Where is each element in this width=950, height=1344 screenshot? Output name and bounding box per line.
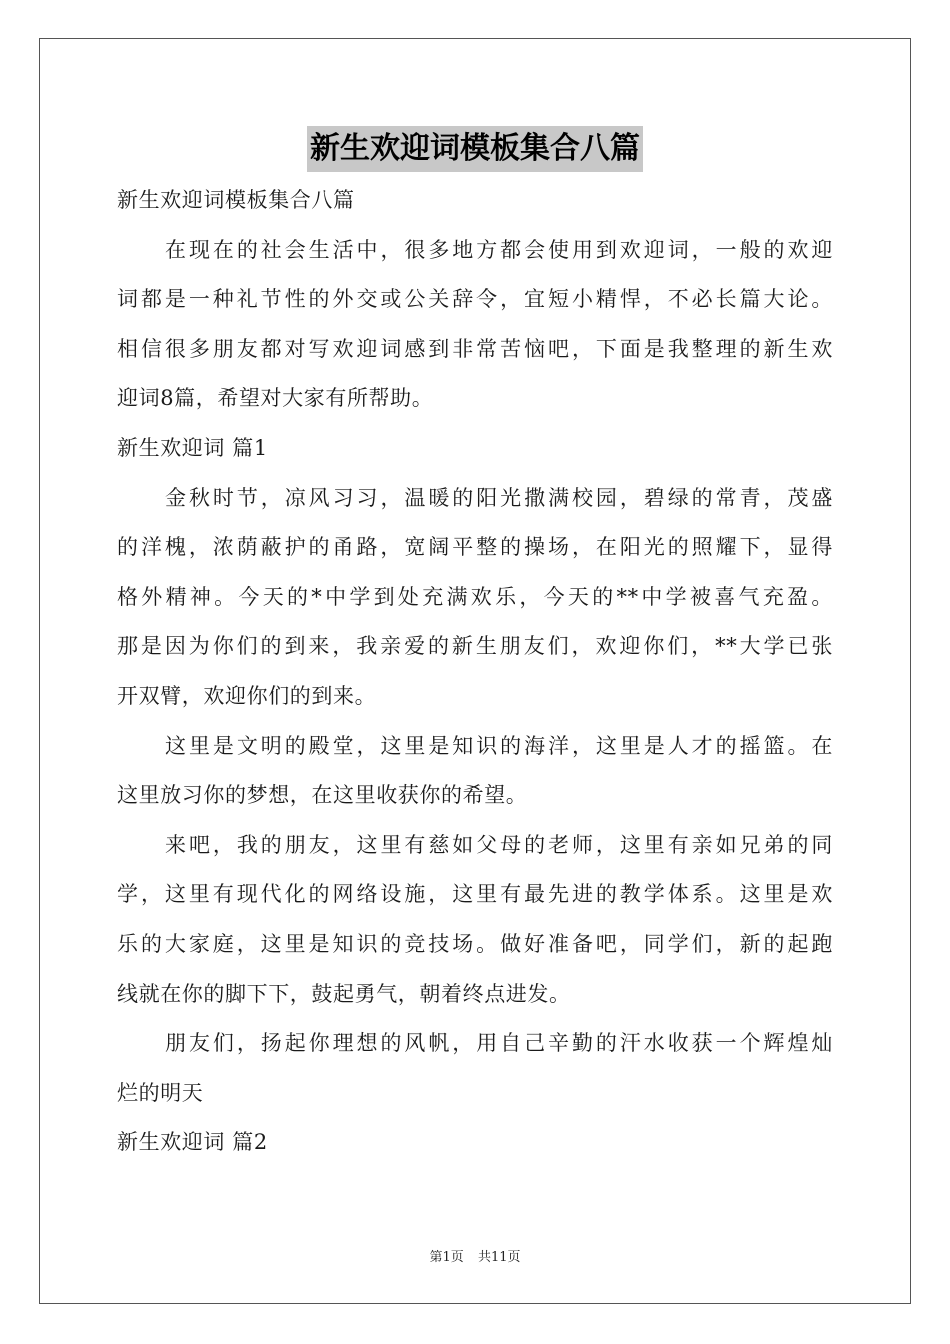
text-line: 朋友们，扬起你理想的风帆，用自己辛勤的汗水收获一个辉煌灿 bbox=[165, 1031, 833, 1056]
page-number: 第1页 bbox=[429, 1250, 464, 1265]
text-line: 这里是文明的殿堂，这里是知识的海洋，这里是人才的摇篮。在 bbox=[165, 733, 833, 758]
section-heading: 新生欢迎词模板集合八篇 bbox=[117, 188, 355, 212]
text-line: 乐的大家庭，这里是知识的竞技场。做好准备吧，同学们，新的起跑 bbox=[117, 931, 833, 956]
page-footer bbox=[0, 1246, 950, 1265]
text-line: 格外精神。今天的*中学到处充满欢乐，今天的**中学被喜气充盈。 bbox=[117, 584, 833, 609]
text-line: 的洋槐，浓荫蔽护的甬路，宽阔平整的操场，在阳光的照耀下，显得 bbox=[117, 535, 833, 560]
document-title: 新生欢迎词模板集合八篇 bbox=[307, 126, 643, 172]
text-line: 学，这里有现代化的网络设施，这里有最先进的教学体系。这里是欢 bbox=[117, 882, 833, 907]
text-line: 开双臂，欢迎你们的到来。 bbox=[117, 683, 377, 708]
text-line: 词都是一种礼节性的外交或公关辞令，宜短小精悍，不必长篇大论。 bbox=[117, 287, 833, 312]
text-line: 烂的明天 bbox=[117, 1080, 204, 1105]
document-body bbox=[117, 176, 833, 1168]
text-line: 迎词8篇，希望对大家有所帮助。 bbox=[117, 386, 434, 411]
section-heading: 新生欢迎词 篇2 bbox=[117, 1130, 268, 1155]
title-block bbox=[0, 126, 950, 172]
section-heading: 新生欢迎词 篇1 bbox=[117, 435, 268, 460]
page-total: 共11页 bbox=[477, 1250, 521, 1265]
text-line: 那是因为你们的到来，我亲爱的新生朋友们，欢迎你们，**大学已张 bbox=[117, 634, 833, 659]
text-line: 在现在的社会生活中，很多地方都会使用到欢迎词，一般的欢迎 bbox=[165, 237, 833, 262]
text-line: 相信很多朋友都对写欢迎词感到非常苦恼吧，下面是我整理的新生欢 bbox=[117, 336, 833, 361]
text-line: 线就在你的脚下下，鼓起勇气，朝着终点进发。 bbox=[117, 981, 571, 1006]
text-line: 金秋时节，凉风习习，温暖的阳光撒满校园，碧绿的常青，茂盛 bbox=[165, 485, 833, 510]
text-line: 这里放习你的梦想，在这里收获你的希望。 bbox=[117, 783, 528, 808]
text-line: 来吧，我的朋友，这里有慈如父母的老师，这里有亲如兄弟的同 bbox=[165, 832, 833, 857]
